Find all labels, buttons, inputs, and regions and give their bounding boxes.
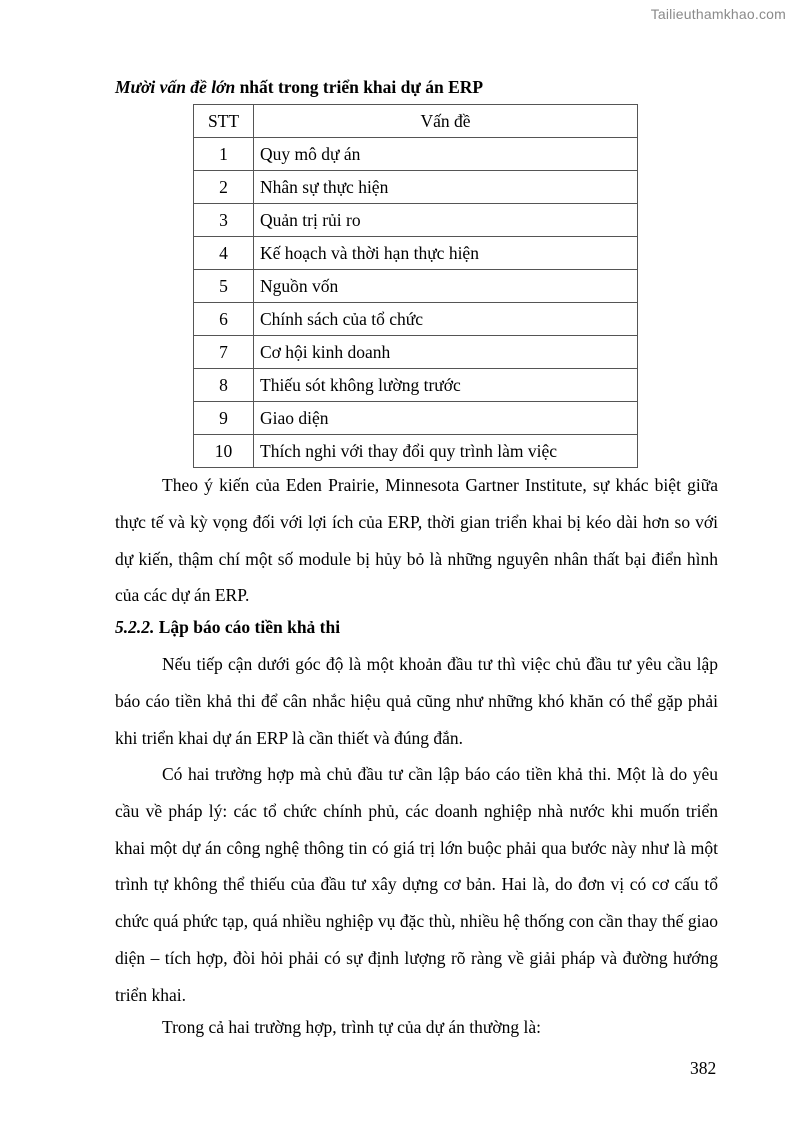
row-number: 6 bbox=[194, 303, 254, 336]
row-issue: Nhân sự thực hiện bbox=[254, 171, 638, 204]
table-row bbox=[194, 138, 638, 171]
row-issue: Thích nghi với thay đổi quy trình làm việc bbox=[254, 435, 638, 468]
column-header-issue: Vấn đề bbox=[254, 105, 638, 138]
row-issue: Quản trị rủi ro bbox=[254, 204, 638, 237]
row-number: 2 bbox=[194, 171, 254, 204]
table-row bbox=[194, 369, 638, 402]
row-number: 5 bbox=[194, 270, 254, 303]
table-caption bbox=[115, 77, 483, 98]
row-issue: Thiếu sót không lường trước bbox=[254, 369, 638, 402]
section-title: Lập báo cáo tiền khả thi bbox=[158, 617, 341, 637]
table-row bbox=[194, 204, 638, 237]
row-number: 9 bbox=[194, 402, 254, 435]
row-number: 7 bbox=[194, 336, 254, 369]
row-number: 3 bbox=[194, 204, 254, 237]
table-row bbox=[194, 336, 638, 369]
paragraph-eden-prairie: Theo ý kiến của Eden Prairie, Minnesota Gartner Institute, sự khác biệt giữa thực tế và kỳ vọng đối với lợi ích của ERP, thời gian triển khai bị kéo dài hơn so với dự kiến, thậm chí một số module bị hủy bỏ là những nguyên nhân thất bại điển hình của các dự án ERP. bbox=[115, 475, 718, 606]
paragraph-investment: Nếu tiếp cận dưới góc độ là một khoản đầu tư thì việc chủ đầu tư yêu cầu lập báo cáo tiền khả thi để cân nhắc hiệu quả cũng như những khó khăn có thể gặp phải khi triển khai dự án ERP là cần thiết và đúng đắn. bbox=[115, 654, 718, 748]
caption-rest: nhất trong triển khai dự án ERP bbox=[235, 77, 484, 97]
row-issue: Chính sách của tổ chức bbox=[254, 303, 638, 336]
row-number: 10 bbox=[194, 435, 254, 468]
watermark: Tailieuthamkhao.com bbox=[650, 6, 786, 22]
paragraph-sequence: Trong cả hai trường hợp, trình tự của dự án thường là: bbox=[162, 1017, 542, 1037]
table-header-row bbox=[194, 105, 638, 138]
table-row bbox=[194, 270, 638, 303]
row-issue: Giao diện bbox=[254, 402, 638, 435]
issues-table bbox=[193, 104, 638, 468]
row-number: 4 bbox=[194, 237, 254, 270]
table-row bbox=[194, 303, 638, 336]
table-row bbox=[194, 402, 638, 435]
row-number: 1 bbox=[194, 138, 254, 171]
column-header-stt: STT bbox=[194, 105, 254, 138]
row-number: 8 bbox=[194, 369, 254, 402]
table-row bbox=[194, 237, 638, 270]
section-heading bbox=[115, 617, 340, 638]
row-issue: Cơ hội kinh doanh bbox=[254, 336, 638, 369]
section-number: 5.2.2. bbox=[115, 617, 155, 637]
paragraph-two-cases: Có hai trường hợp mà chủ đầu tư cần lập báo cáo tiền khả thi. Một là do yêu cầu về pháp lý: các tổ chức chính phủ, các doanh nghiệp nhà nước khi muốn triển khai một dự án công nghệ thông tin có giá trị lớn buộc phải qua bước này như là một trình tự không thể thiếu của đầu tư xây dựng cơ bản. Hai là, do đơn vị có cơ cấu tổ chức quá phức tạp, quá nhiều nghiệp vụ đặc thù, nhiều hệ thống con cần thay thế giao diện – tích hợp, đòi hỏi phải có sự định lượng rõ ràng về giải pháp và đường hướng triển khai. bbox=[115, 764, 718, 1005]
table-row bbox=[194, 171, 638, 204]
caption-italic-part: Mười vấn đề lớn bbox=[115, 77, 236, 97]
row-issue: Quy mô dự án bbox=[254, 138, 638, 171]
table-row bbox=[194, 435, 638, 468]
row-issue: Kế hoạch và thời hạn thực hiện bbox=[254, 237, 638, 270]
page-number: 382 bbox=[690, 1058, 717, 1078]
row-issue: Nguồn vốn bbox=[254, 270, 638, 303]
